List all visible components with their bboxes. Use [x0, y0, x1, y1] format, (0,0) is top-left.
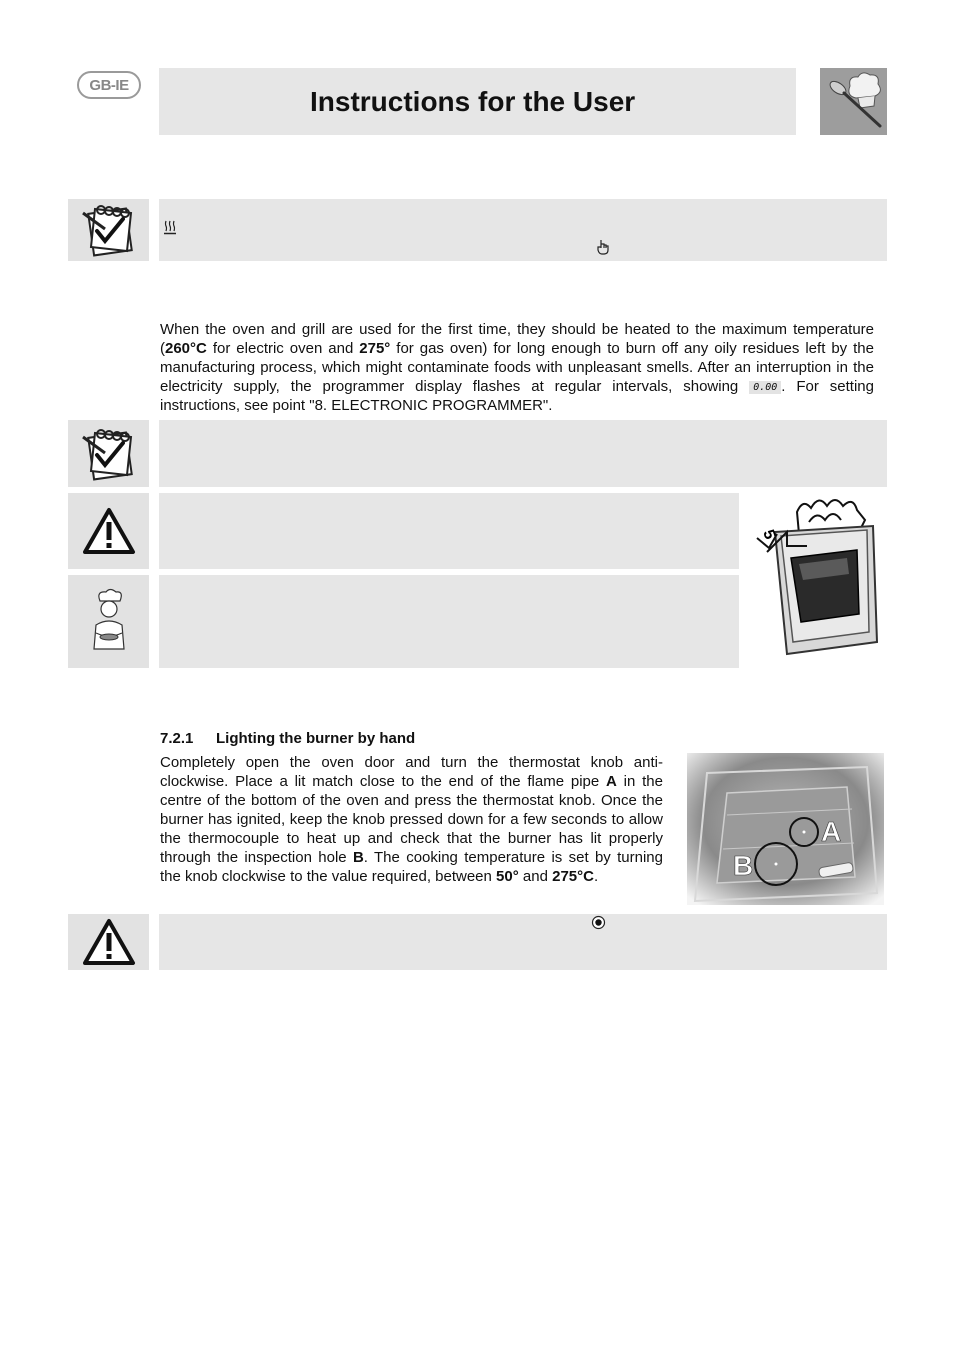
language-badge-label: GB-IE	[89, 76, 129, 94]
knob-position-icon	[591, 915, 606, 930]
warning-panel-2	[159, 914, 887, 970]
temp-min: 50°	[496, 868, 519, 885]
intro-paragraph	[160, 320, 874, 415]
oven-door-label: 5	[759, 527, 779, 542]
notepad-check-icon	[68, 199, 149, 261]
tip-panel	[159, 575, 739, 668]
note-panel-2	[159, 420, 887, 487]
chef-icon	[68, 575, 149, 668]
label-a: A	[606, 773, 617, 790]
oven-heat-icon	[162, 219, 178, 235]
warning-panel-1	[159, 493, 739, 569]
temp-max: 275°C	[552, 868, 594, 885]
intro-text-4: . For setting instructions, see point "8. ELECTRONIC PROGRAMMER".	[160, 378, 874, 414]
notepad-check-icon	[68, 420, 149, 487]
temp-electric: 260°C	[165, 340, 207, 357]
warning-triangle-icon	[68, 493, 149, 569]
lighting-burner-paragraph: Completely open the oven door and turn the thermostat knob anti-clockwise. Place a lit match close to the end of the flame pipe A in the centre of the bottom of the oven and press the thermostat knob. Once the burner has ignited, keep the knob pressed down for a few seconds to allow the thermocouple to heat up and check that the burner has lit properly through the inspection hole B. The cooking temperature is set by turning the knob clockwise to the value required, between 50° and 275°C.	[160, 754, 663, 885]
programmer-display-value: 0.00	[749, 381, 781, 394]
section-title: Lighting the burner by hand	[216, 730, 416, 747]
section-number: 7.2.1	[160, 730, 194, 747]
warning-triangle-icon	[68, 914, 149, 970]
page-title: Instructions for the User	[310, 86, 636, 117]
label-b: B	[352, 849, 364, 866]
language-badge	[77, 71, 141, 99]
hand-press-icon	[596, 238, 610, 256]
oven-door-illustration	[747, 492, 887, 660]
note-panel-1	[159, 199, 887, 261]
intro-text-1: When the oven and grill are used for the first time, they should be heated to the maximum temperature (	[160, 321, 874, 357]
oven-interior-photo	[687, 753, 884, 905]
figure-label-a: A	[821, 816, 842, 847]
chef-hat-spoon-icon	[820, 68, 887, 135]
section-heading	[160, 730, 415, 747]
intro-text-3: for gas oven) for long enough to burn off any oily residues left by the manufacturing process, which might contaminate foods with unpleasant smells. After an interruption in the electricity supply, the programmer display flashes at regular intervals, showing	[160, 340, 874, 395]
intro-text-2: for electric oven and	[206, 340, 360, 357]
figure-label-b: B	[733, 850, 754, 881]
temp-gas: 275°	[359, 340, 391, 357]
